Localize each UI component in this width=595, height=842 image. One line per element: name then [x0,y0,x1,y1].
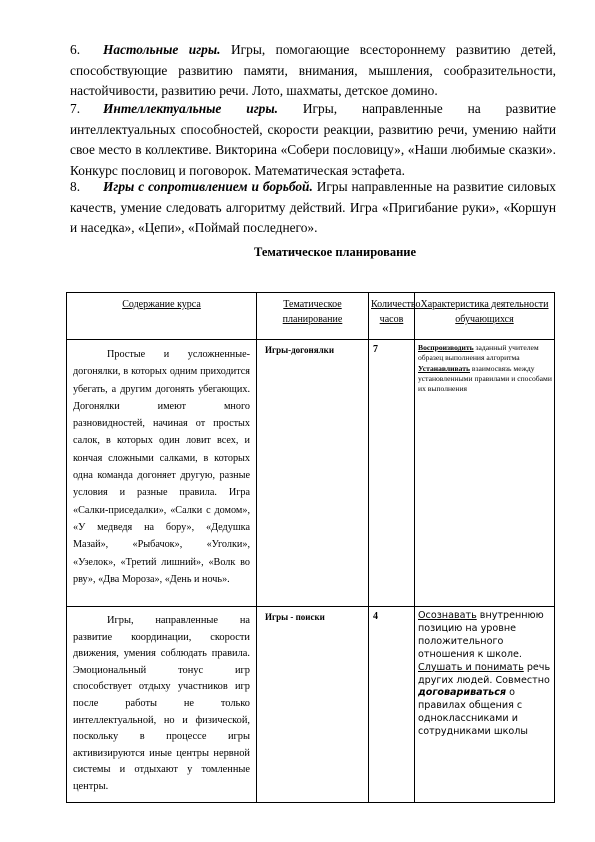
item-text: Игры направленные на развитие силовых качеств, умение следовать алгоритму действий. Игра «Пригибание руки», «Коршун и наседка», «Цепи», «Поймай последнего». [70,179,556,235]
action-verb: Устанавливать [418,363,470,373]
item-heading: Игры с сопротивлением и борьбой. [103,179,313,194]
paragraph-board-games [70,40,556,102]
section-title: Тематическое планирование [253,245,417,259]
row-theme: Игры-догонялки [265,345,335,355]
row-content: Игры, направленные на развитие координации, скорости движения, умения соблюдать правила. Эмоциональный тонус игр способствует отдыху участников игр после работы не только интеллектуальной, но и физической, поскольку в процессе игры активизируются иные центры нервной системы и отдыхают у томленные центры. [73,615,250,792]
paragraph-resistance-games [70,177,556,239]
item-heading: Настольные игры. [103,42,221,57]
action-verb: договариваться [418,687,507,699]
item-number: 7. [70,101,81,116]
action-verb: Воспроизводить [418,343,474,352]
table-header-row [67,293,555,340]
planning-table [66,292,555,803]
row-hours-cell [369,607,415,803]
row-hours: 7 [373,344,378,355]
header-theme: Тематическое планирование [257,293,369,340]
item-text: Игры, направленные на развитие интеллектуальных способностей, скорости реакции, развитию речи, умению найти свое место в коллективе. Викторина «Собери пословицу», «Наши любимые сказки». Конкурс пословиц и поговорок. Математическая эстафета. [70,101,556,178]
row-content: Простые и усложненные-догонялки, в которых одним приходится убегать, а другим догонять убегающих. Догонялки имеют много разновидностей, начиная от простых салок, в которых один ловит всех, и кончая сложными салками, в которых одна команда догоняет другую, разные условия и разные правила. Игра «Салки-приседалки», «Салки с домом», «У медведя на бору», «Дедушка Мазай», «Рыбачок», «Уголки», «Узелок», «Третий лишний», «Волк во рву», «Два Мороза», «День и ночь». [73,349,250,585]
paragraph-intellectual-games [70,99,556,181]
item-number: 6. [70,42,81,57]
row-theme: Игры - поиски [265,612,325,622]
row-characteristic-cell: Осознавать внутреннюю позицию на уровне положительного отношения к школе. Слушать и понимать речь других людей. Совместно договариваться о правилах общения с одноклассниками и сотрудниками школы [415,607,555,803]
row-content-cell [67,340,257,607]
table-row [67,607,555,803]
table-row [67,340,555,607]
row-characteristic-cell: Воспроизводить заданный учителем образец выполнения алгоритма Устанавливать взаимосвязь между установленными правилами и способами их выполнения [415,340,555,607]
header-content: Содержание курса [67,293,257,340]
row-content-cell [67,607,257,803]
row-theme-cell [257,607,369,803]
row-hours-cell [369,340,415,607]
row-hours: 4 [373,611,378,622]
action-verb: Осознавать [418,610,477,621]
header-hours: Количество часов [369,293,415,340]
item-number: 8. [70,179,81,194]
row-theme-cell [257,340,369,607]
item-heading: Интеллектуальные игры. [103,101,278,116]
header-characteristic: Характеристика деятельности обучающихся [415,293,555,340]
action-verb: Слушать и понимать [418,661,524,673]
item-text: Игры, помогающие всестороннему развитию детей, способствующие развитию памяти, внимания, мышления, сообразительности, настойчивости, развитию речи. Лото, шахматы, детское домино. [70,42,556,98]
